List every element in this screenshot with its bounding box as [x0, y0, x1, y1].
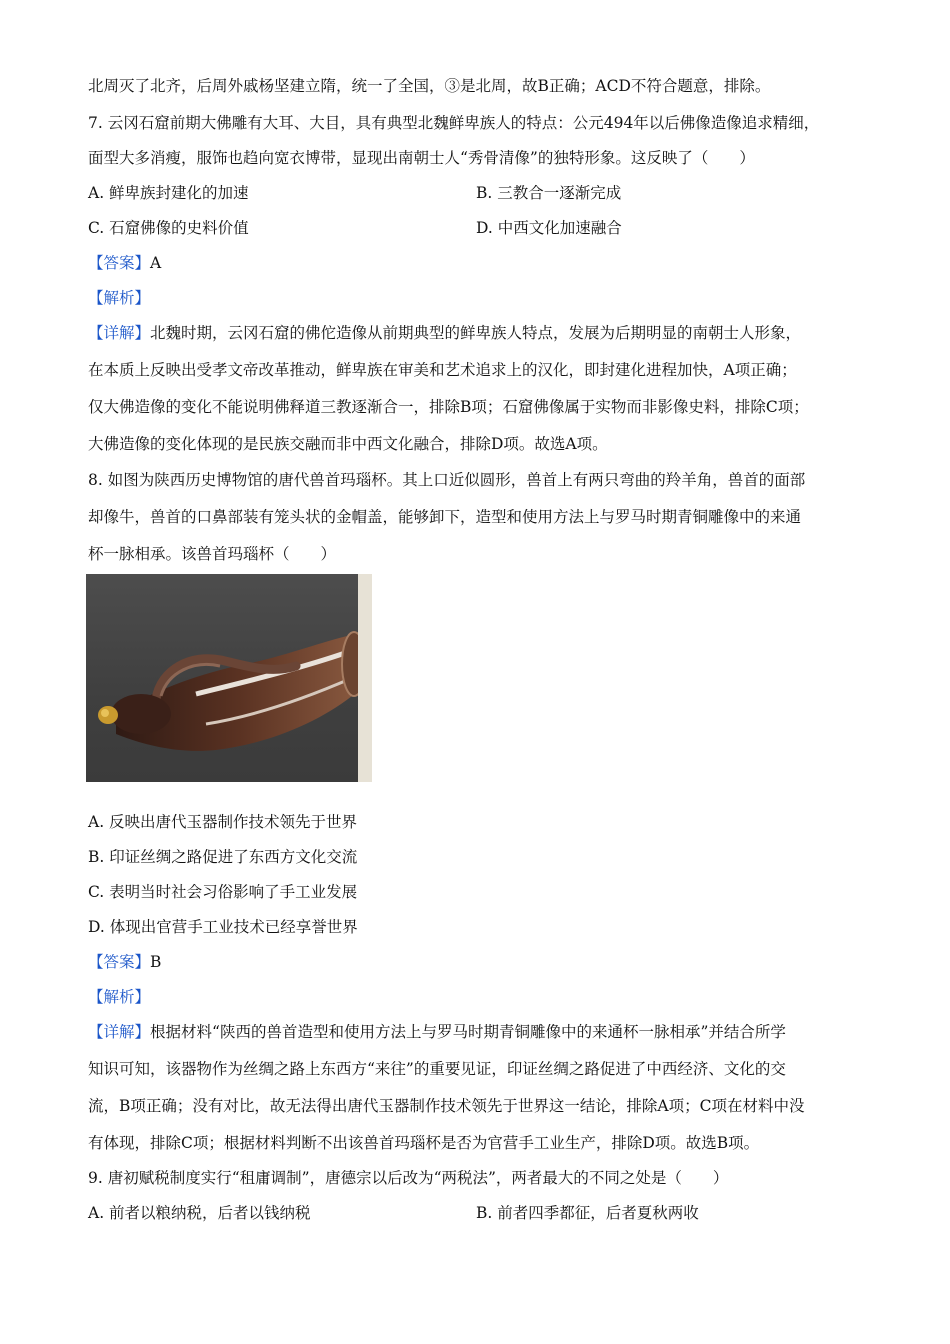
q7-stem: 7. 云冈石窟前期大佛雕有大耳、大目，具有典型北魏鲜卑族人的特点：公元494年以后佛像造像追求精细，	[88, 114, 820, 132]
q7-detail: 在本质上反映出受孝文帝改革推动，鲜卑族在审美和艺术追求上的汉化，即封建化进程加快，A项正确；	[88, 361, 797, 379]
q7-detail: 仅大佛造像的变化不能说明佛释道三教逐渐合一，排除B项；石窟佛像属于实物而非影像史料，排除C项；	[88, 398, 809, 416]
q7-detail	[88, 323, 801, 343]
text-line: 北周灭了北齐，后周外戚杨坚建立隋，统一了全国，③是北周，故B正确；ACD不符合题意，排除。	[88, 77, 771, 95]
q8-option-c: C. 表明当时社会习俗影响了手工业发展	[88, 883, 358, 901]
q7-analysis	[88, 288, 150, 308]
q8-analysis	[88, 987, 150, 1007]
q7-option-d: D. 中西文化加速融合	[476, 219, 622, 237]
detail-text: 根据材料“陕西的兽首造型和使用方法上与罗马时期青铜雕像中的来通杯一脉相承”并结合所学	[150, 1023, 786, 1041]
q8-option-d: D. 体现出官营手工业技术已经享誉世界	[88, 918, 358, 936]
detail-tag: 【详解】	[88, 324, 151, 342]
q8-detail: 流，B项正确；没有对比，故无法得出唐代玉器制作技术领先于世界这一结论，排除A项；C项在材料中没	[88, 1097, 805, 1115]
q8-detail	[88, 1022, 786, 1042]
q7-detail: 大佛造像的变化体现的是民族交融而非中西文化融合，排除D项。故选A项。	[88, 435, 608, 453]
answer-value: A	[150, 254, 162, 272]
q7-option-b: B. 三教合一逐渐完成	[476, 184, 622, 202]
q7-answer	[88, 253, 161, 273]
detail-tag: 【详解】	[88, 1023, 151, 1041]
q9-option-a: A. 前者以粮纳税，后者以钱纳税	[88, 1204, 311, 1222]
q8-detail: 有体现，排除C项；根据材料判断不出该兽首玛瑙杯是否为官营手工业生产，排除D项。故选B项。	[88, 1134, 760, 1152]
q8-option-b: B. 印证丝绸之路促进了东西方文化交流	[88, 848, 358, 866]
answer-tag: 【答案】	[88, 953, 151, 971]
detail-text: 北魏时期，云冈石窟的佛佗造像从前期典型的鲜卑族人特点，发展为后期明显的南朝士人形象，	[150, 324, 802, 342]
q9-stem: 9. 唐初赋税制度实行“租庸调制”，唐德宗以后改为“两税法”，两者最大的不同之处是（ ）	[88, 1169, 729, 1187]
q8-stem: 杯一脉相承。该兽首玛瑙杯（ ）	[88, 545, 337, 563]
q8-stem: 8. 如图为陕西历史博物馆的唐代兽首玛瑙杯。其上口近似圆形，兽首上有两只弯曲的羚羊角，兽首的面部	[88, 471, 806, 489]
q7-option-c: C. 石窟佛像的史料价值	[88, 219, 249, 237]
photo-edge	[358, 574, 372, 782]
agate-rhyton-photo	[86, 574, 372, 782]
q8-option-a: A. 反映出唐代玉器制作技术领先于世界	[88, 813, 358, 831]
analysis-tag: 【解析】	[88, 289, 151, 307]
q7-option-a: A. 鲜卑族封建化的加速	[88, 184, 249, 202]
q7-stem: 面型大多消瘦，服饰也趋向宽衣博带，显现出南朝士人“秀骨清像”的独特形象。这反映了（ ）	[88, 149, 755, 167]
analysis-tag: 【解析】	[88, 988, 151, 1006]
q9-option-b: B. 前者四季都征，后者夏秋两收	[476, 1204, 699, 1222]
q8-answer	[88, 952, 161, 972]
answer-tag: 【答案】	[88, 254, 151, 272]
agate-cup-illustration	[86, 574, 372, 782]
answer-value: B	[150, 953, 162, 971]
q8-stem: 却像牛，兽首的口鼻部装有笼头状的金帽盖，能够卸下，造型和使用方法上与罗马时期青铜雕像中的来通	[88, 508, 802, 526]
q8-detail: 知识可知，该器物作为丝绸之路上东西方“来往”的重要见证，印证丝绸之路促进了中西经济、文化的交	[88, 1060, 786, 1078]
